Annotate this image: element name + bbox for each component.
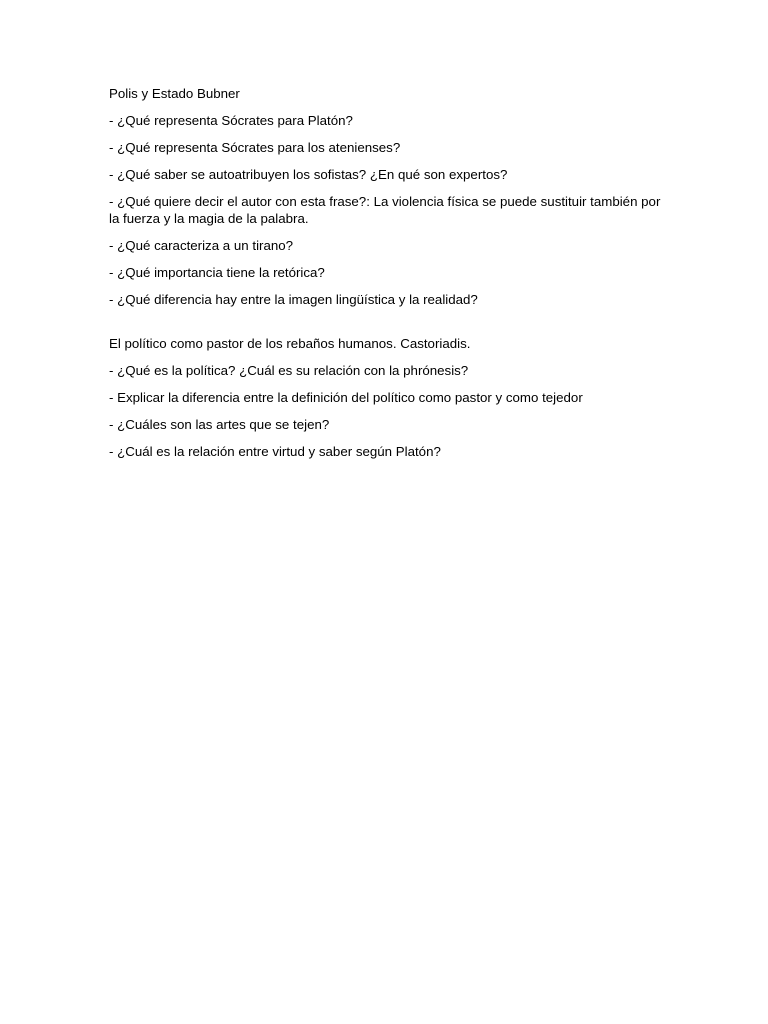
- section-heading: El político como pastor de los rebaños humanos. Castoriadis.: [109, 336, 471, 351]
- question-item: - ¿Qué caracteriza a un tirano?: [109, 238, 294, 253]
- section-polis-y-estado: [109, 85, 669, 308]
- question-item: - ¿Qué representa Sócrates para Platón?: [109, 113, 353, 128]
- question-item: - ¿Cuáles son las artes que se tejen?: [109, 417, 330, 432]
- question-item: - ¿Qué importancia tiene la retórica?: [109, 265, 325, 280]
- document-page: [109, 85, 669, 460]
- question-item: - ¿Cuál es la relación entre virtud y saber según Platón?: [109, 444, 441, 459]
- question-item: - ¿Qué diferencia hay entre la imagen lingüística y la realidad?: [109, 292, 478, 307]
- section-heading: Polis y Estado Bubner: [109, 86, 240, 101]
- section-el-politico: [109, 335, 669, 460]
- question-item: - ¿Qué quiere decir el autor con esta frase?: La violencia física se puede sustituir también por la fuerza y la magia de la palabra.: [109, 194, 661, 226]
- question-item: - Explicar la diferencia entre la definición del político como pastor y como tejedor: [109, 390, 583, 405]
- question-item: - ¿Qué saber se autoatribuyen los sofistas? ¿En qué son expertos?: [109, 167, 508, 182]
- question-item: - ¿Qué es la política? ¿Cuál es su relación con la phrónesis?: [109, 363, 469, 378]
- question-item: - ¿Qué representa Sócrates para los atenienses?: [109, 140, 401, 155]
